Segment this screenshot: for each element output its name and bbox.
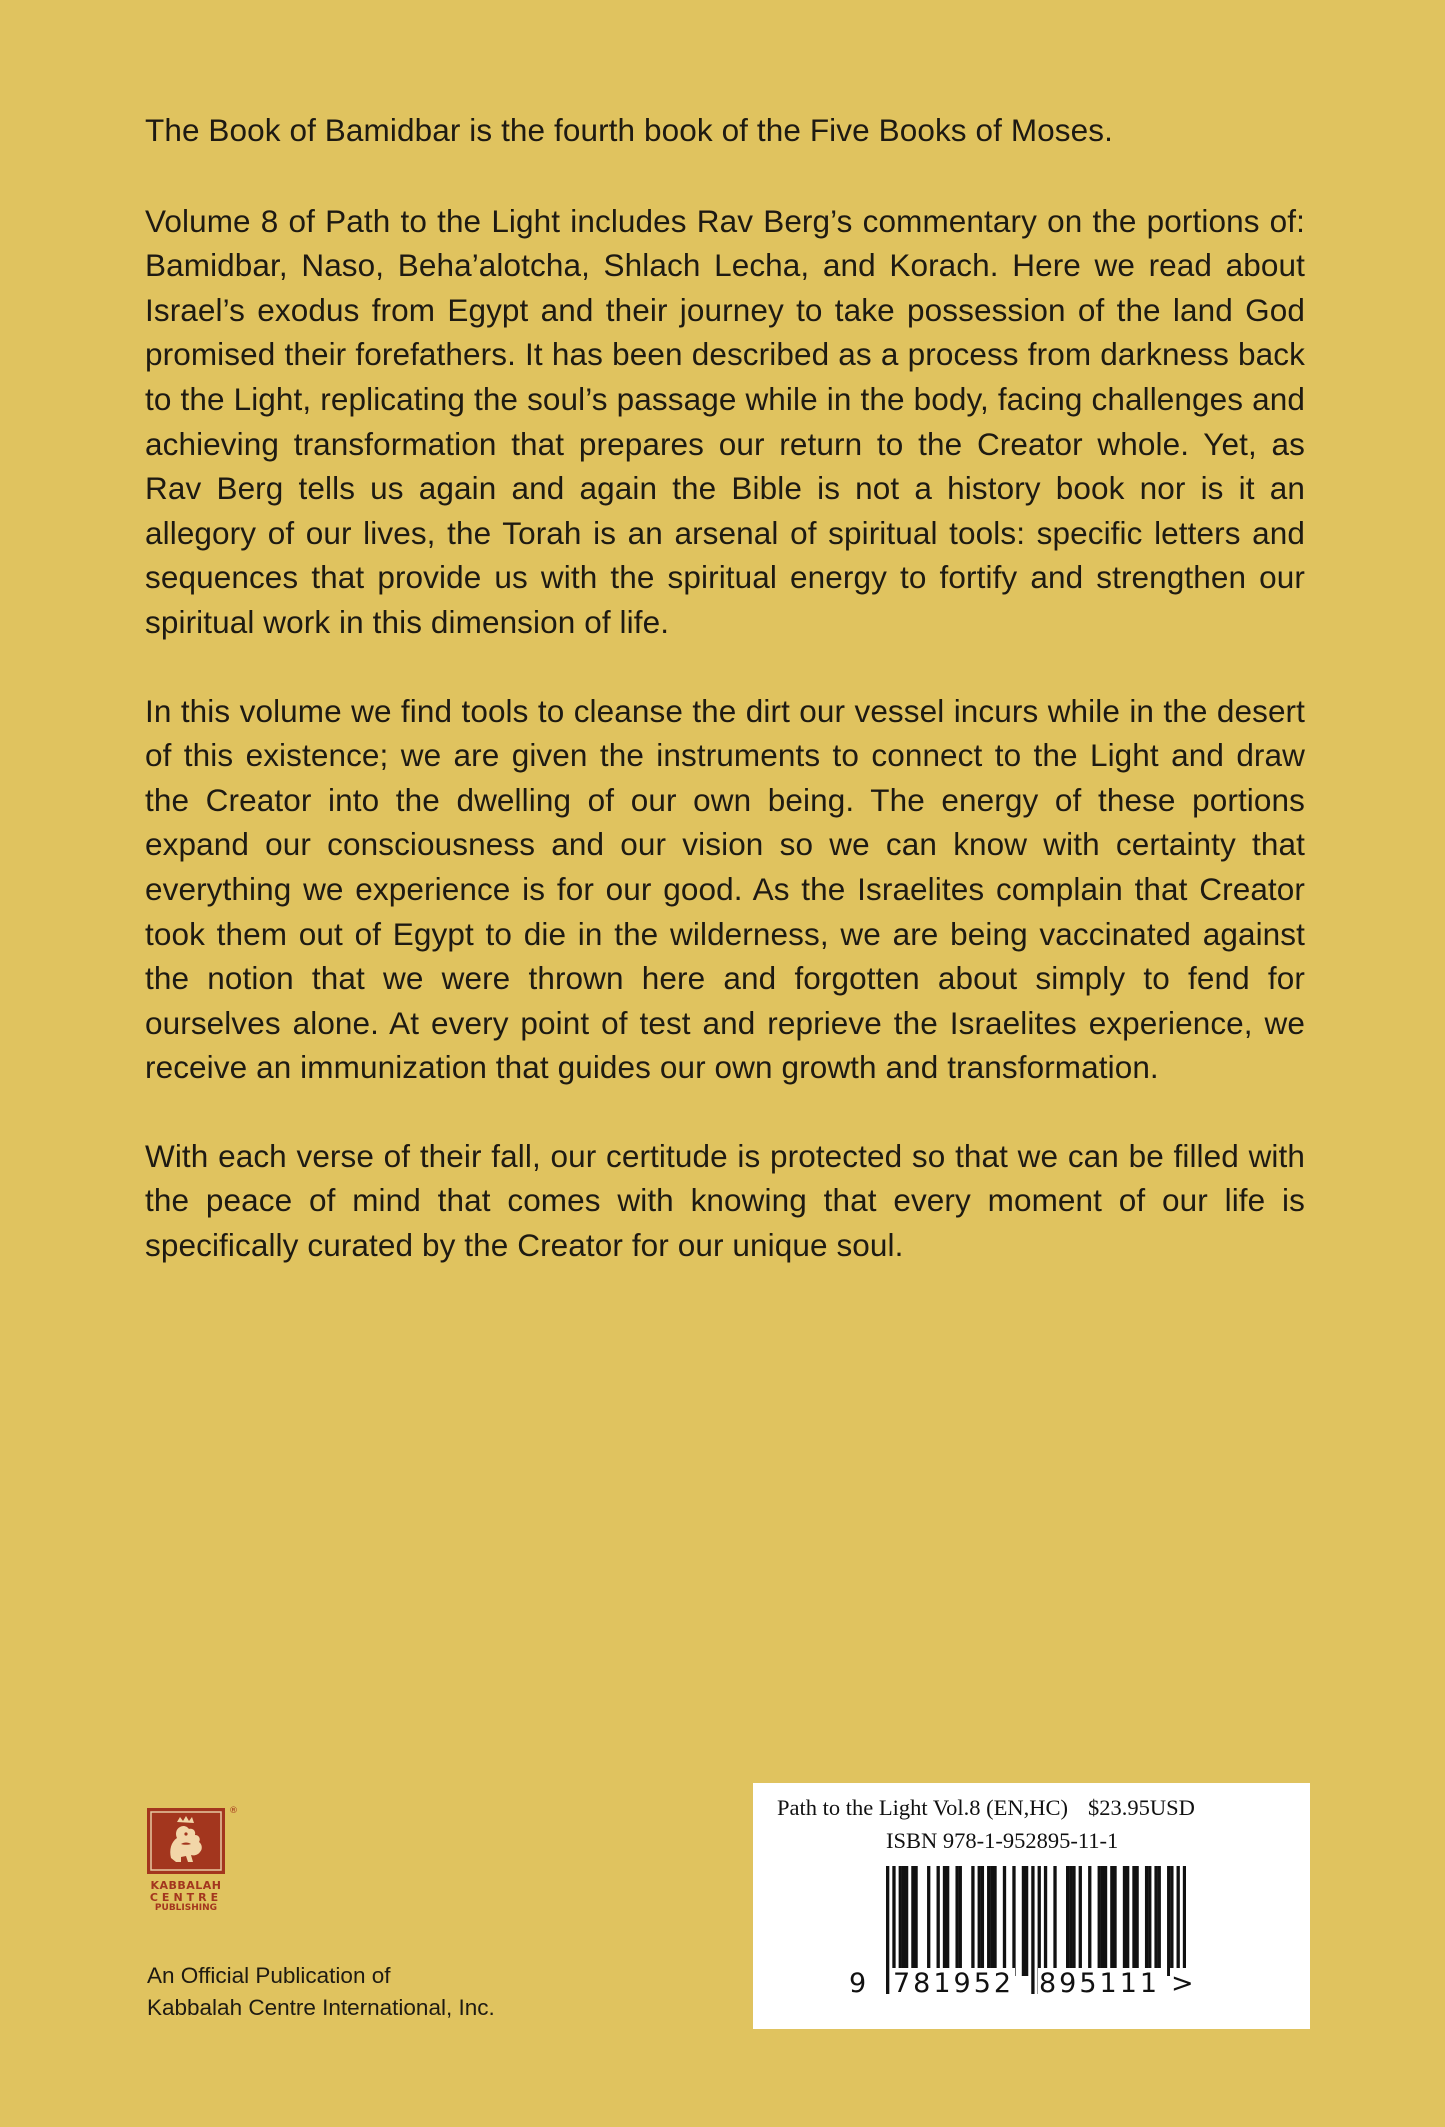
barcode-bar <box>943 1866 946 1976</box>
barcode-digits-left: 781952 <box>893 1968 1015 1999</box>
barcode-bar <box>1132 1866 1135 1976</box>
barcode-title: Path to the Light Vol.8 (EN,HC) <box>777 1795 1069 1820</box>
barcode-bar <box>1167 1866 1170 1976</box>
barcode-bar <box>1148 1866 1151 1976</box>
barcode-bar <box>927 1866 930 1976</box>
barcode-bar <box>1154 1866 1157 1976</box>
barcode-bar <box>993 1866 996 1976</box>
barcode-bar <box>1104 1866 1107 1976</box>
barcode-bar <box>1170 1866 1173 1976</box>
publisher-line-2: Kabbalah Centre International, Inc. <box>147 1995 495 2020</box>
lion-emblem-icon <box>147 1808 225 1874</box>
logo-line-kabbalah: KABBALAH <box>150 1879 222 1892</box>
isbn-text: ISBN 978-1-952895-11-1 <box>886 1828 1119 1853</box>
barcode-bar <box>971 1866 974 1976</box>
paragraph-tools: In this volume we find tools to cleanse the dirt our vessel incurs while in the desert of this existence; we are given the instruments to connect to the Light and draw the Creator into the dwelling of our own being. The energy of these portions expand our consciousness and our vision so we can know with certainty that everything we experience is for our good. As the Israelites complain that Creator took them out of Egypt to die in the wilderness, we are being vaccinated against the notion that we were thrown here and forgotten about simply to fend for ourselves alone. At every point of test and reprieve the Israelites experience, we receive an immunization that guides our own growth and transformation. <box>145 692 1305 1086</box>
barcode-bar <box>1003 1866 1006 1976</box>
barcode-bar <box>1126 1866 1129 1976</box>
logo-line-publishing: PUBLISHING <box>154 1903 218 1913</box>
barcode-bar <box>902 1866 905 1976</box>
paragraph-volume-summary: Volume 8 of Path to the Light includes Rav Berg’s commentary on the portions of: Bamidbar, Naso, Beha’alotcha, Shlach Lecha, and Korach. Here we read about Israel’s exodus from Egypt and their journey to take possession of the land God promised their forefathers. It has been described as a process from darkness back to the Light, replicating the soul’s passage while in the body, facing challenges and achieving transformation that prepares our return to the Creator whole. Yet, as Rav Berg tells us again and again the Bible is not a history book nor is it an allegory of our lives, the Torah is an arsenal of spiritual tools: specific letters and sequences that provide us with the spiritual energy to fortify and strengthen our spiritual work in this dimension of life. <box>145 202 1305 640</box>
barcode-bar <box>1110 1866 1113 1976</box>
barcode-bar <box>1123 1866 1126 1976</box>
barcode-bar <box>1101 1866 1104 1976</box>
publisher-credit <box>147 1960 495 2024</box>
kabbalah-centre-logo <box>147 1806 238 1915</box>
barcode-bar <box>1158 1866 1161 1976</box>
barcode-bar <box>987 1866 990 1976</box>
barcode-bar <box>1079 1866 1082 1976</box>
barcode-bar <box>1098 1866 1101 1976</box>
publisher-line-1: An Official Publication of <box>147 1963 391 1988</box>
barcode-digits <box>848 1968 1288 2008</box>
barcode-bar <box>1113 1866 1116 1976</box>
barcode-bar <box>990 1866 993 1976</box>
barcode-bar <box>914 1866 917 1976</box>
logo-wordmark <box>147 1880 225 1915</box>
barcode-bar <box>1066 1866 1069 1976</box>
barcode-bar <box>946 1866 949 1976</box>
back-cover-text <box>145 108 1305 1312</box>
registered-mark: ® <box>229 1806 238 1816</box>
barcode-bar <box>959 1866 962 1976</box>
barcode-bar <box>1044 1866 1047 1976</box>
barcode-bar <box>1022 1866 1025 1976</box>
barcode-bar <box>981 1866 984 1976</box>
barcode-bar <box>955 1866 958 1976</box>
barcode-bar <box>1012 1866 1015 1976</box>
barcode-bar <box>978 1866 981 1976</box>
barcode-bar <box>1069 1866 1072 1976</box>
barcode-bar <box>937 1866 940 1976</box>
barcode-bar <box>899 1866 902 1976</box>
barcode-label <box>753 1783 1310 2029</box>
barcode-digits-right: 895111 <box>1039 1968 1161 1999</box>
barcode-bar <box>1025 1866 1028 1976</box>
barcode-bar <box>1135 1866 1138 1976</box>
barcode-bar <box>905 1866 908 1976</box>
barcode-bar <box>1145 1866 1148 1976</box>
barcode-quiet-mark: > <box>1171 1968 1194 1999</box>
barcode-bar <box>1088 1866 1091 1976</box>
paragraph-intro: The Book of Bamidbar is the fourth book of the Five Books of Moses. <box>145 112 1113 148</box>
barcode-bar <box>1072 1866 1075 1976</box>
paragraph-closing: With each verse of their fall, our certitude is protected so that we can be filled with the peace of mind that comes with knowing that every moment of our life is specifically curated by the Creator for our unique soul. <box>145 1137 1305 1264</box>
barcode-bar <box>1053 1866 1056 1976</box>
barcode-digit-first: 9 <box>849 1968 867 1999</box>
barcode-bar <box>911 1866 914 1976</box>
logo-line-centre: CENTRE <box>149 1890 223 1904</box>
barcode-price: $23.95USD <box>1088 1795 1195 1820</box>
barcode-title-line <box>777 1795 1195 1821</box>
